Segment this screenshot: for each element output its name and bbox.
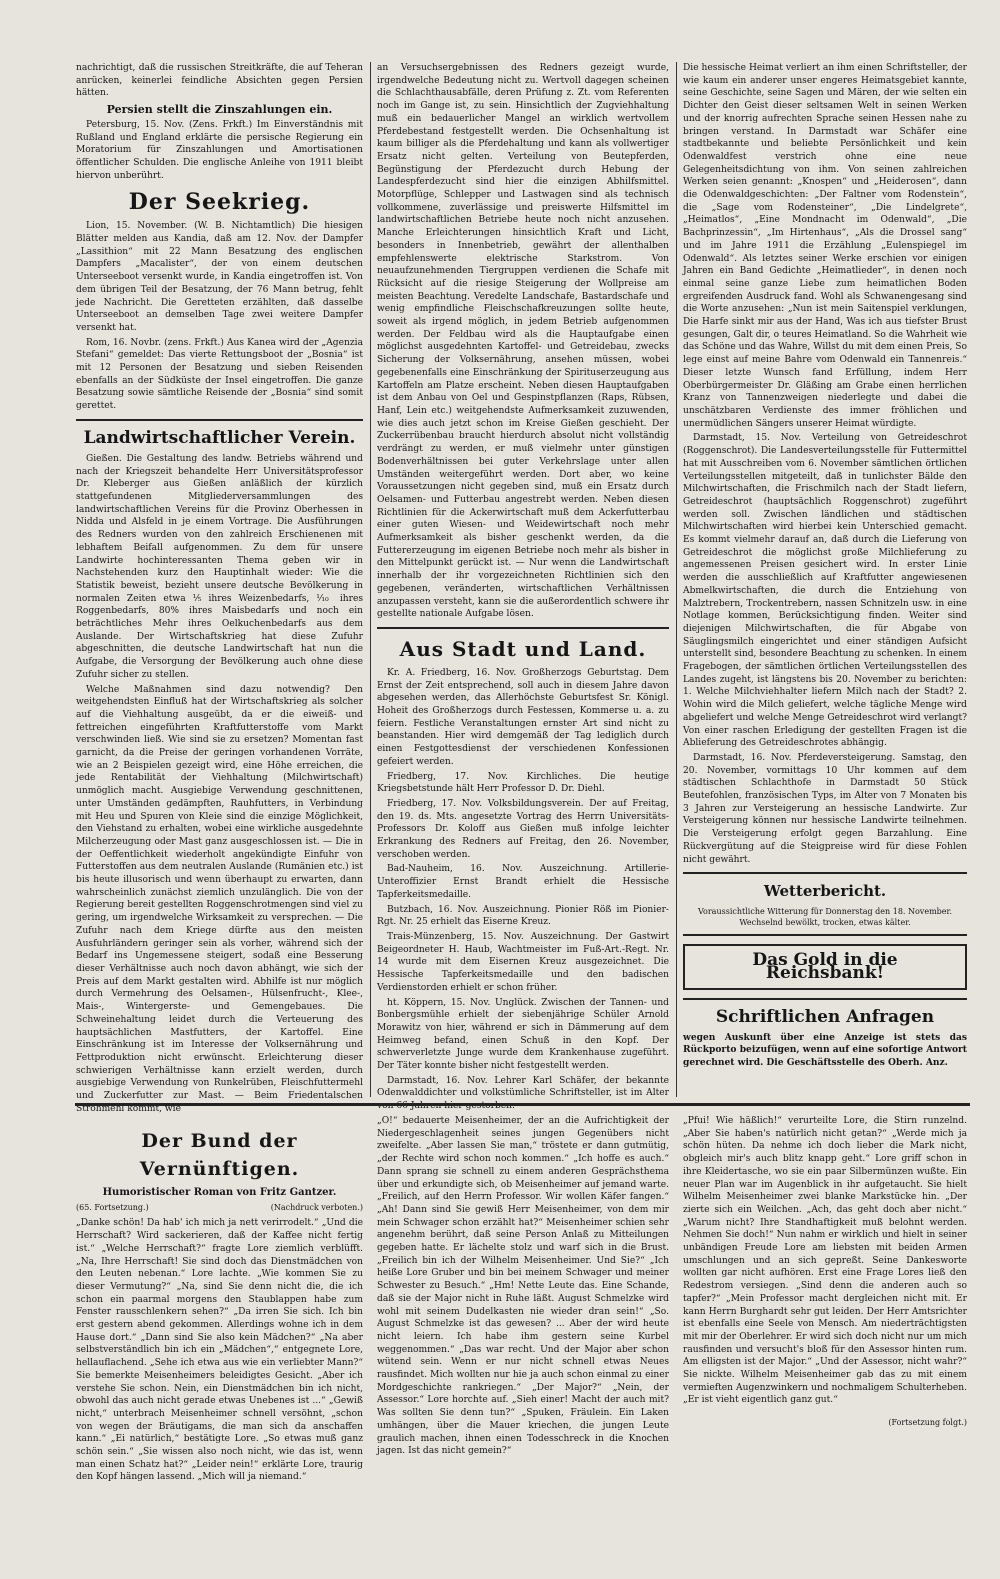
article-text: nachrichtigt, daß die russischen Streitkräfte, die auf Teheran anrücken, keinerlei feindliche Absichten gegen Persien hätten. (76, 63, 363, 99)
headline-seekrieg: Der Seekrieg. (128, 189, 311, 216)
continued-note: (Fortsetzung folgt.) (888, 1418, 967, 1428)
article-text: Butzbach, 16. Nov. Auszeichnung. Pionier Röß im Pionier-Rgt. Nr. 25 erhielt das Eiserne Kreuz. (377, 904, 669, 928)
headline-wetter: Wetterbericht. (763, 882, 887, 901)
article-text: Trais-Münzenberg, 15. Nov. Auszeichnung. Der Gastwirt Beigeordneter H. Haub, Wachtmeister im Fuß-Art.-Regt. Nr. 14 wurde mit dem Eisernen Kreuz ausgezeichnet. Die Hessische Tapferkeitsmedaille und den badischen Verdienstorden erhielt er schon früher. (377, 932, 669, 993)
article-text: Kr. A. Friedberg, 16. Nov. Großherzogs Geburtstag. Dem Ernst der Zeit entsprechend, soll auch in diesem Jahre davon abgesehen werden, das Allerhöchste Geburtsfest Sr. Königl. Hoheit des Großherzogs durch Festessen, Kommerse u. a. zu feiern. Festliche Veranstaltungen ernster Art sind nicht zu beanstanden. Hier wird demgemäß der Tag lediglich durch einen Festgottesdienst der verschiedenen Konfessionen gefeiert werden. (377, 667, 669, 767)
headline-verein: Landwirtschaftlicher Verein. (83, 427, 356, 448)
article-text: Rom, 16. Novbr. (zens. Frkft.) Aus Kanea wird der „Agenzia Stefani“ gemeldet: Das vierte Rettungsboot der „Bosnia“ ist mit 12 Personen der Besatzung und sieben Reisenden ebenfalls an der Südküste der Insel eingetroffen. Die ganze Besatzung sowie sämtliche Reisende der „Bosnia“ sind somit gerettet. (76, 337, 363, 412)
novel-text: „O!“ bedauerte Meisenheimer, der an die Aufrichtigkeit der Niedergeschlagenheit seines jungen Gegenübers nicht zweifelte. „Aber lassen Sie man,“ tröstete er dann gutmütig, „der Rechte wird schon noch kommen.“ „Ich hoffe es auch.“ Dann sprang sie schnell zu einem anderen Gesprächsthema über und erkundigte sich, ob Meisenheimer auf jemand warte. „Freilich, auf den Herrn Professor. Wir wollen Käfer fangen.“ „Ah! Dann sind Sie gewiß Herr Meisenheimer, von dem mir mein Schwager schon erzählt hat?“ Meisenheimer schien sehr angenehm berührt, daß seine Person Anlaß zu Mitteilungen gegeben hatte. Er lächelte stolz und warf sich in die Brust. „Freilich bin ich der Wilhelm Meisenheimer. Und Sie?“ „Ich heiße Lore Gruber und bin bei meinem Schwager und meiner Schwester zu Besuch.“ „Hm! Nette Leute das. Eine Schande, daß sie der Major nicht in Ruhe läßt. August Schmelzke wird wohl mit seinem Dudelkasten nie wieder dran sein!“ „So. August Schmelzke ist das gewesen? ... Aber der wird heute nicht leiern. Ich habe ihm gestern seine Kurbel weggenommen.“ „Das war recht. Und der Major aber schon wütend sein. Wenn er nur nicht schnell etwas Neues rausfindet. Mich wollten nur hie ja auch schon einmal zu einer Mordgeschichte rankriegen.“ „Der Major?“ „Nein, der Assessor.“ Lore horchte auf. „Sieh einer! Macht der auch mit? Was sollten Sie denn tun?“ „Spuken, Fräulein. Ein Laken umhängen, über die Mauer kriechen, die jungen Leute graulich machen, ihnen einen Todesschreck in die Knochen jagen. Ist das nicht gemein?“ (377, 1116, 669, 1457)
article-text: Die hessische Heimat verliert an ihm einen Schriftsteller, der wie kaum ein anderer unser engeres Heimatsgebiet kannte, seine Geschichte, seine Sagen und Mären, der wie selten ein Dichter den Geist dieser seltsamen Welt in seinen Werken und der knorrig aufrechten Sprache seinen Hessen nahe zu bringen verstand. In Darmstadt war Schäfer eine stadtbekannte und beliebte Persönlichkeit und kein Odenwaldfest verstrich ohne eine neue Gelegenheitsdichtung von ihm. Von seinen zahlreichen Werken seien genannt: „Knospen“ und „Heiderosen“, dann die Odenwaldgeschichten: „Der Faltner vom Rodenstein“, die „Sage vom Rodensteiner“, „Die Lindelgrete“, „Heimatlos“, „Eine Mondnacht im Odenwald“, „Die Bachprinzessin“, „Im Hirtenhaus“, „Als die Drossel sang“ und im Jahre 1911 die Erzählung „Eulenspiegel im Odenwald“. Als letztes seiner Werke erschien vor einigen Jahren ein Band Gedichte „Heimatlieder“, in denen noch einmal seine ganze Liebe zum heimatlichen Boden ergreifenden Ausdruck fand. Wohl als Schwanengesang sind die Worte anzusehen: „Nun ist mein Saitenspiel verklungen, Die Harfe sinkt mir aus der Hand, Was ich aus tiefster Brust gesungen, Galt dir, o teures Heimatland. So die Wahrheit wie das Schöne und das Wahre, Willst du mit dem einen Preis, So lege einst auf meine Bahre vom Odenwald ein Tannenreis.“ Dieser letzte Wunsch fand Erfüllung, indem Herr Oberbürgermeister Dr. Gläßing am Grabe einen herrlichen Kranz von Tannenzweigen niederlegte und dabei die unschätzbaren Verdienste des immer fröhlichen und unermüdlichen Sängers unserer Heimat würdigte. (683, 63, 967, 429)
section-divider (683, 872, 967, 874)
article-text: Friedberg, 17. Nov. Volksbildungsverein. Der auf Freitag, den 19. ds. Mts. angesetzte Vortrag des Herrn Universitäts-Professors Dr. Koloff aus Gießen muß infolge leichter Erkrankung des Redners auf Freitag, den 26. November, verschoben werden. (377, 798, 669, 860)
novel-text: „Danke schön! Da hab' ich mich ja nett verirrodelt.“ „Und die Herrschaft? Wird sackerieren, daß der Kaffee nicht fertig ist.“ „Welche Herrschaft?“ fragte Lore ziemlich verblüfft. „Na, Ihre Herrschaft! Sie sind doch das Dienstmädchen von den Leuten nebenan.“ Lore lachte. „Wie kommen Sie zu dieser Vermutung?“ „Na, sind Sie denn nicht die, die ich schon ein paarmal morgens den Staublappen habe zum Fenster rausschlenkern sehen?“ „Da irren Sie sich. Ich bin erst gestern abend gekommen. Allerdings wohne ich in dem Hause dort.“ „Dann sind Sie also kein Mädchen?“ „Na aber selbstverständlich bin ich ein „Mädchen“,“ entgegnete Lore, hellauflachend. „Sehe ich etwa aus wie ein verliebter Mann?“ Sie bemerkte Meisenheimers beleidigtes Gesicht. „Aber ich verstehe Sie schon. Nein, ein Dienstmädchen bin ich nicht, obwohl das auch nicht gerade etwas Unebenes ist ...“ „Gewiß nicht,“ unterbrach Meisenheimer schnell versöhnt, „schon von wegen der Bräutigams, die man sich da anschaffen kann.“ „Ei natürlich,“ bestätigte Lore. „So etwas muß ganz schön sein.“ „Sie wissen also noch nicht, wie das ist, wenn man einen Schatz hat?“ „Leider nein!“ erklärte Lore, traurig den Kopf hängen lassend. „Mich will ja niemand.“ (76, 1218, 363, 1483)
novel-title: Der Bund der Vernünftigen. (139, 1130, 300, 1180)
column-1 (76, 62, 363, 1114)
article-text: Bad-Nauheim, 16. Nov. Auszeichnung. Artillerie-Unteroffizier Ernst Brandt erhielt die Hessische Tapferkeitsmedaille. (377, 864, 669, 900)
feuilleton-column-3 (683, 1115, 967, 1575)
novel-subtitle: Humoristischer Roman von Fritz Gantzer. (102, 1187, 337, 1198)
weather-forecast-label: Voraussichtliche Witterung für Donnerstag den 18. November. (698, 907, 952, 917)
article-text: Darmstadt, 16. Nov. Lehrer Karl Schäfer, der bekannte Odenwalddichter und volkstümliche Schriftsteller, ist im Alter von 66 Jahren hier gestorben. (377, 1075, 669, 1112)
section-divider (76, 419, 363, 421)
column-rule (676, 62, 677, 1097)
article-text: Friedberg, 17. Nov. Kirchliches. Die heutige Kriegsbetstunde hält Herr Professor D. Dr. Diehl. (377, 771, 669, 795)
article-text: Lion, 15. November. (W. B. Nichtamtlich) Die hiesigen Blätter melden aus Kandia, daß am 12. Nov. der Dampfer „Lassithion“ mit 22 Mann Besatzung des englischen Dampfers „Macalister“, der von einem deutschen Unterseeboot versenkt wurde, in Kandia eingetroffen ist. Von dem übrigen Teil der Besatzung, der 76 Mann betrug, fehlt jede Nachricht. Die Geretteten erzählten, daß dasselbe Unterseeboot an demselben Tage zwei weitere Dampfer versenkt hat. (76, 221, 363, 333)
column-2 (377, 62, 669, 1112)
novel-meta (76, 1202, 363, 1215)
headline-anfragen: Schriftlichen Anfragen (715, 1006, 935, 1027)
article-text: Gießen. Die Gestaltung des landw. Betriebs während und nach der Kriegszeit behandelte Herr Universitätsprofessor Dr. Kleberger aus Gießen anläßlich der kürzlich stattgefundenen Mitgliederversammlungen des landwirtschaftlichen Vereins für die Provinz Oberhessen in Nidda und Alsfeld in je einem Vortrage. Die Ausführungen des Redners wurden von den zahlreich Erschienenen mit lebhaftem Beifall aufgenommen. Zu dem für unsere Landwirte hochinteressanten Thema geben wir in Nachstehenden kurz den Hauptinhalt wieder: Wie die Statistik beweist, bezieht unsere deutsche Bevölkerung in normalen Zeiten etwa ⅕ ihres Weizenbedarfs, ⅒ ihres Roggenbedarfs, 80% ihres Maisbedarfs und noch ein beträchtliches Mehr ihres Oelkuchenbedarfs aus dem Auslande. Der Wirtschaftskrieg hat diese Zufuhr abgeschnitten, die deutsche Landwirtschaft hat nun die Aufgabe, die Versorgung der Bevölkerung auch ohne diese Zufuhr sicher zu stellen. (76, 453, 363, 680)
section-divider (683, 934, 967, 936)
feuilleton-column-1 (76, 1115, 363, 1575)
novel-text: „Pfui! Wie häßlich!“ verurteilte Lore, die Stirn runzelnd. „Aber Sie haben's natürlich nicht getan?“ „Werde mich ja schön hüten. Da nehme ich doch lieber die Mark nicht, obgleich mir's auch blitz knapp geht.“ Lore griff schon in ihre Kleidertasche, wo sie ein paar Silbermünzen wußte. Ein neuer Plan war im Augenblick in ihr aufgetaucht. Sie hielt Wilhelm Meisenheimer zwei blanke Markstücke hin. „Der zierte sich ein Weilchen. „Ach, das geht doch aber nicht.“ „Warum nicht? Ihre Standhaftigkeit muß belohnt werden. Nehmen Sie doch!“ Nun nahm er wirklich und hielt in seiner unbändigen Freude Lore am liebsten mit beiden Armen umschlungen und an sich gepreßt. Seine Dankesworte wollten gar nicht aufhören. Erst eine Frage Lores ließ den Redestrom versiegen. „Sind denn die anderen auch so tapfer?“ „Mein Professor macht dergleichen nicht mit. Er kann Herrn Burghardt sehr gut leiden. Der Herr Amtsrichter ist ebenfalls eine Seele von Mensch. Am niederträchtigsten mit mir der Oberlehrer. Er wird sich doch nicht nur um mich rausfinden und versucht's bloß für den Assessor hinten rum. Am elligsten ist der Major.“ „Und der Assessor, nicht wahr?“ Sie nickte. Wilhelm Meisenheimer gab das zu mit einem vermieften Augenzwinkern und nochmaligem Schulterheben. „Er ist vieht eigentlich ganz gut.“ (683, 1116, 967, 1406)
article-text: Darmstadt, 16. Nov. Pferdeversteigerung. Samstag, den 20. November, vormittags 10 Uhr kommen auf dem städtischen Schlachthofe in Darmstadt 50 Stück Beutefohlen, französischen Typs, im Alter von 7 Monaten bis 3 Jahren zur Versteigerung an hessische Landwirte. Zur Versteigerung können nur hessische Landwirte teilnehmen. Die Versteigerung erfolgt gegen Barzahlung. Eine Rückvergütung auf die Steigpreise wird für diese Fohlen nicht gewährt. (683, 752, 967, 865)
feuilleton-rule (75, 1103, 970, 1106)
column-rule (370, 62, 371, 1097)
article-text: an Versuchsergebnissen des Redners gezeigt wurde, irgendwelche Bedeutung nicht zu. Wertvoll dagegen scheinen die Schlachthausabfälle, deren Prüfung z. Zt. vom Referenten noch im Gange ist, zu sein. Hinsichtlich der Zugviehhaltung muß ein bedauerlicher Mangel an wirklich wertvollem Pferdebestand festgestellt werden. Die Ochsenhaltung ist kaum billiger als die Pferdehaltung und kann als vollwertiger Ersatz nicht gelten. Verteilung von Beutepferden, Begünstigung der Pferdezucht durch Hebung der Landespferdezucht sind hier die einzigen Abhilfsmittel. Motorpflüge, Schlepper und Lastwagen sind als technisch vollkommene, zuverlässige und preiswerte Hilfsmittel im landwirtschaftlichen Betriebe heute noch nicht anzusehen. Manche Erleichterungen hinsichtlich Kraft und Licht, besonders in Innenbetrieb, gewährt der allenthalben empfehlenswerte elektrische Starkstrom. Von neuaufzunehmenden Tiergruppen verdienen die Schafe mit Rücksicht auf die riesige Steigerung der Wollpreise am meisten Beachtung. Veredelte Landschafe, Bastardschafe und wenig empfindliche Fleischschafkreuzungen sollte heute, soweit als irgend möglich, in jedem Betrieb aufgenommen werden. Der Feldbau wird als die Hauptaufgabe einen möglichst ausgedehnten Kartoffel- und Getreidebau, zwecks Sicherung der Volksernährung, ansehen müssen, wobei gegebenenfalls eine Einschränkung der Spirituserzeugung aus Kartoffeln am Platze erscheint. Neben diesen Hauptaufgaben ist dem Anbau von Oel und Gespinstpflanzen (Raps, Rübsen, Hanf, Lein etc.) weitgehendste Aufmerksamkeit zuzuwenden, wie dies auch jetzt schon im Kreise Gießen geschieht. Der Zuckerrübenbau braucht hierdurch absolut nicht vollständig verdrängt zu werden, er muß vielmehr unter günstigen Bodenverhältnissen bei guter Verkehrslage unter allen Umständen weitergeführt werden. Dort aber, wo keine Voraussetzungen nicht gegeben sind, muß ein Ersatz durch Oelsamen- und Futterbau angestrebt werden. Neben diesen Richtlinien für die Ackerwirtschaft muß dem Ackerfutterbau einer guten Wiesen- und Weidewirtschaft noch mehr Aufmerksamkeit als bisher geschenkt werden, da die Futtererzeugung im eigenen Betriebe noch mehr als bisher in den Mittelpunkt gerückt ist. — Nur wenn die Landwirtschaft innerhalb der ihr vorgezeichneten Richtlinien sich den gegebenen, veränderten, wirtschaftlichen Verhältnissen anzupassen versteht, kann sie die außerordentlich schwere ihr gestellte nationale Aufgabe lösen. (377, 63, 669, 620)
article-text: Darmstadt, 15. Nov. Verteilung von Getreideschrot (Roggenschrot). Die Landesverteilungsstelle für Futtermittel hat mit Ausschreiben vom 6. November sämtlichen örtlichen Verteilungsstellen mitgeteilt, daß in tunlichster Bälde den Milchwirtschaften, die Frischmilch nach der Stadt liefern, Getreideschrot (hauptsächlich Roggenschrot) zugeführt werden soll. Zwischen ländlichen und städtischen Milchwirtschaften wird hierbei kein Unterschied gemacht. Es kommt vielmehr darauf an, daß durch die Lieferung von Getreideschrot die möglichst große Milchlieferung zu angemessenen Preisen gesichert wird. In erster Linie werden die ausschließlich auf Kraftfutter angewiesenen Abmelkwirtschaften, die durch die Entziehung von Malztrebern, Trockentrebern, nassen Schnitzeln usw. in eine Notlage kommen, Berücksichtigung finden. Weiter sind diejenigen Milchwirtschaften, die für Abgabe von Säuglingsmilch eingerichtet und einer ständigen Aufsicht unterstellt sind, besondere Beachtung zu schenken. In einem Fragebogen, der sämtlichen örtlichen Verteilungsstellen des Landes zugeht, ist längstens bis 20. November zu berichten: 1. Welche Milchviehhalter liefern Milch nach der Stadt? 2. Wohin wird die Milch geliefert, welche tägliche Menge wird abgeliefert und welche Menge Getreideschrot wird verlangt? Von einer raschen Erledigung der gestellten Fragen ist die Ablieferung des Getreideschrotes abhängig. (683, 433, 967, 749)
novel-notice: (Nachdruck verboten.) (270, 1202, 363, 1212)
article-text: Welche Maßnahmen sind dazu notwendig? Den weitgehendsten Einfluß hat der Wirtschaftskrieg als solcher auf die Viehhaltung ausgeübt, da er die eiweiß- und fettreichen eingeführten Kraftfutterstoffe vom Markt verschwinden ließ. Wie sind sie zu ersetzen? Momentan fast garnicht, da die Preise der geringen vorhandenen Vorräte, wie an 2 Beispielen gezeigt wird, eine Höhe erreichen, die jede Rentabilität der Viehhaltung (Milchwirtschaft) unmöglich macht. Ausgiebige Verwendung geschnittenen, unter Umständen gedämpften, Rauhfutters, in Verbindung mit Heu und Spuren von Kleie sind die einzige Möglichkeit, den Viehstand zu erhalten, wobei eine wirkliche ausgedehnte Milcherzeugung oder Mast ganz ausgeschlossen ist. — Die in der Oeffentlichkeit wiederholt angekündigte Einfuhr von Futterstoffen aus dem neutralen Auslande (Rumänien etc.) ist bis heute illusorisch und wenn überhaupt zu erwarten, dann wahrscheinlich zunächst ziemlich unzulänglich. Die von der Regierung bereit gestellten Roggenschrotmengen sind viel zu gering, um irgendwelche Wirksamkeit zu versprechen. — Die Zufuhr nach dem Kriege dürfte aus den meisten Ausfuhrländern geringer sein als vorher, während sich der Bedarf ins Ungemessene steigert, sodaß eine Besserung dieser Verhältnisse auch noch davon abhängt, wie sich der Preis auf dem Markt gestalten wird. Abhilfe ist nur möglich durch Vermehrung des Oelsamen-, Hülsenfrucht-, Klee-, Mais-, Wintergerste- und Gemengebaues. Die Schweinehaltung leidet durch die Verteuerung des hauptsächlichen Mastfutters, der Kartoffel. Eine Einschränkung ist im Interesse der Volksernährung und Fettproduktion nicht erwünscht. Erleichterung dieser schwierigen Verhältnisse kann erzielt werden, durch ausgiebige Verwendung von Runkelrüben, Fleischfuttermehl und Zuckerfutter zur Mast. — Beim Friedentalschen Strohmehl kommt, wie (76, 684, 363, 1114)
column-3 (683, 62, 967, 1102)
section-divider (683, 998, 967, 1000)
headline-stadt-land: Aus Stadt und Land. (399, 636, 647, 661)
gold-reichsbank-box: Das Gold in die Reichsbank! (683, 944, 967, 989)
novel-part: (65. Fortsetzung.) (76, 1202, 149, 1212)
feuilleton-column-2 (377, 1115, 669, 1575)
section-divider (377, 627, 669, 629)
weather-forecast-text: Wechselnd bewölkt, trocken, etwas kälter. (739, 918, 911, 928)
headline-persien: Persien stellt die Zinszahlungen ein. (106, 103, 333, 117)
anfragen-text: wegen Auskunft über eine Anzeige ist stets das Rückporto beizufügen, wenn auf eine sofortige Antwort gerechnet wird. Die Geschäftsstelle des Oberh. Anz. (683, 1031, 967, 1069)
article-text: ht. Köppern, 15. Nov. Unglück. Zwischen der Tannen- und Bonbergsmühle erhielt der siebenjährige Schüler Arnold Morawitz von hier, während er sich in Dämmerung auf dem Heimweg befand, einen Schuß in den Kopf. Der schwerverletzte Junge wurde dem Krankenhause zugeführt. Der Täter konnte bisher nicht festgestellt werden. (377, 997, 669, 1072)
article-text: Petersburg, 15. Nov. (Zens. Frkft.) Im Einverständnis mit Rußland und England erklärte die persische Regierung ein Moratorium für Zinszahlungen und Amortisationen öffentlicher Schulden. Die englische Anleihe von 1911 bleibt hiervon unberührt. (76, 119, 363, 181)
